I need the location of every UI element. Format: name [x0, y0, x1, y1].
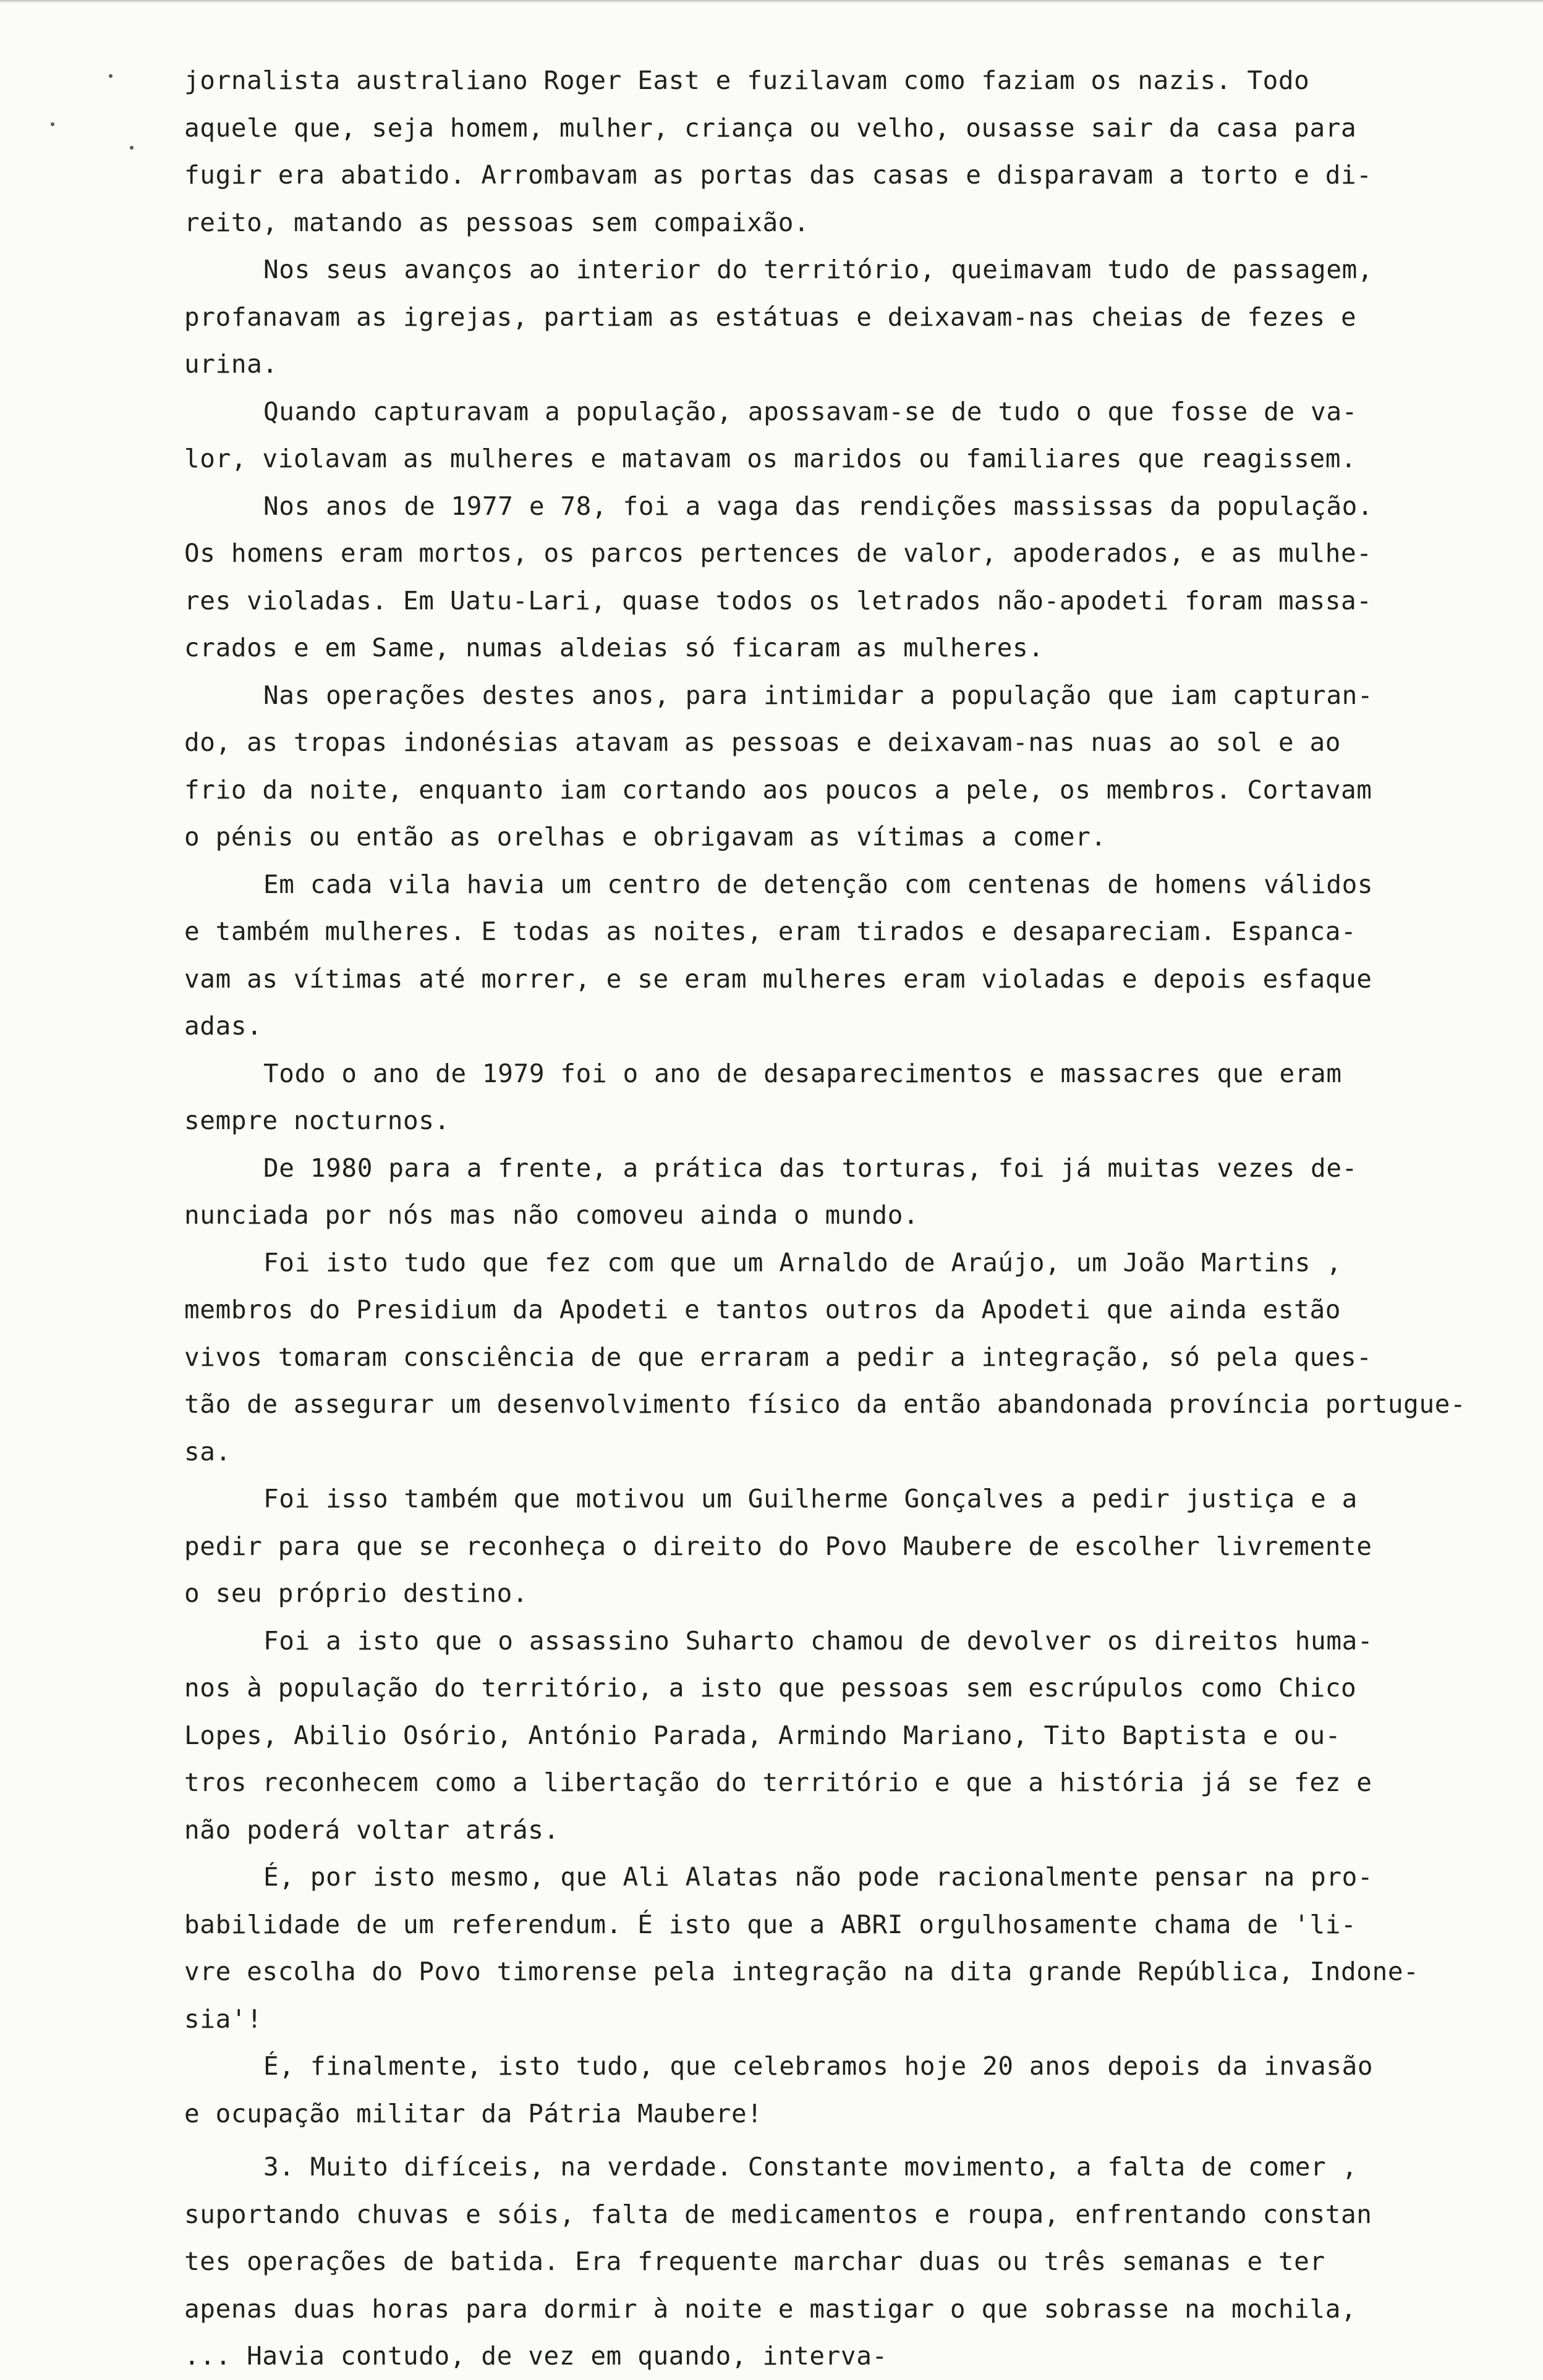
- text-line: suportando chuvas e sóis, falta de medicamentos e roupa, enfrentando constan: [184, 2199, 1372, 2229]
- text-line: profanavam as igrejas, partiam as estátuas e deixavam-nas cheias de fezes e: [184, 302, 1357, 332]
- text-line: fugir era abatido. Arrombavam as portas das casas e disparavam a torto e di-: [184, 160, 1372, 190]
- text-line: jornalista australiano Roger East e fuzilavam como faziam os nazis. Todo: [184, 66, 1310, 95]
- text-line: res violadas. Em Uatu-Lari, quase todos os letrados não-apodeti foram massa-: [184, 585, 1372, 616]
- document-body: [184, 57, 1466, 2380]
- paragraph: [184, 1853, 1453, 2043]
- scan-speck: [109, 74, 113, 78]
- text-line: Os homens eram mortos, os parcos pertences de valor, apoderados, e as mulhe-: [184, 538, 1372, 568]
- text-line: adas.: [184, 1011, 263, 1041]
- text-line: sempre nocturnos.: [184, 1106, 450, 1135]
- paragraph: [184, 1145, 1453, 1239]
- text-line: urina.: [184, 349, 278, 379]
- text-line: É, finalmente, isto tudo, que celebramos hoje 20 anos depois da invasão: [263, 2051, 1374, 2081]
- paragraph: [184, 1475, 1453, 1617]
- paragraph: [184, 483, 1453, 672]
- paragraph: [184, 2043, 1453, 2137]
- text-line: Em cada vila havia um centro de detenção com centenas de homens válidos: [263, 869, 1374, 899]
- text-line: tão de assegurar um desenvolvimento físico da então abandonada província portugue-: [184, 1389, 1466, 1419]
- text-line: Nas operações destes anos, para intimidar a população que iam capturan-: [263, 680, 1374, 710]
- text-line: aquele que, seja homem, mulher, criança ou velho, ousasse sair da casa para: [184, 112, 1357, 143]
- text-line: do, as tropas indonésias atavam as pessoas e deixavam-nas nuas ao sol e ao: [184, 727, 1341, 757]
- text-line: sia'!: [184, 2004, 263, 2034]
- text-line: e ocupação militar da Pátria Maubere!: [184, 2098, 763, 2128]
- paragraph: [184, 672, 1453, 861]
- paragraph: [184, 1617, 1453, 1854]
- text-line: o seu próprio destino.: [184, 1578, 529, 1608]
- text-line: Foi isso também que motivou um Guilherme Gonçalves a pedir justiça e a: [263, 1484, 1358, 1514]
- text-line: Todo o ano de 1979 foi o ano de desaparecimentos e massacres que eram: [263, 1058, 1342, 1088]
- text-line: lor, violavam as mulheres e matavam os maridos ou familiares que reagissem.: [184, 444, 1357, 473]
- text-line: babilidade de um referendum. É isto que a ABRI orgulhosamente chama de 'li-: [184, 1909, 1357, 1939]
- paragraph: [184, 1050, 1453, 1145]
- scan-speck: [130, 146, 134, 150]
- text-line: sa.: [184, 1436, 231, 1467]
- text-line: e também mulheres. E todas as noites, eram tirados e desapareciam. Espanca-: [184, 917, 1357, 946]
- paragraph: [184, 388, 1453, 483]
- text-line: tros reconhecem como a libertação do território e que a história já se fez e: [184, 1768, 1372, 1797]
- scan-speck: [51, 122, 54, 126]
- paragraph: [184, 2143, 1453, 2380]
- text-line: vam as vítimas até morrer, e se eram mulheres eram violadas e depois esfaque: [184, 963, 1372, 994]
- text-line: frio da noite, enquanto iam cortando aos poucos a pele, os membros. Cortavam: [184, 774, 1372, 805]
- text-line: Foi isto tudo que fez com que um Arnaldo de Araújo, um João Martins ,: [263, 1247, 1342, 1277]
- text-line: Lopes, Abilio Osório, António Parada, Armindo Mariano, Tito Baptista e ou-: [184, 1720, 1341, 1750]
- scan-top-edge: [0, 0, 1543, 3]
- text-line: reito, matando as pessoas sem compaixão.: [184, 207, 810, 237]
- paragraph: [184, 1239, 1466, 1476]
- text-line: tes operações de batida. Era frequente marchar duas ou três semanas e ter: [184, 2247, 1325, 2276]
- paragraph: [184, 57, 1453, 246]
- text-line: nunciada por nós mas não comoveu ainda o mundo.: [184, 1200, 919, 1230]
- text-line: o pénis ou então as orelhas e obrigavam as vítimas a comer.: [184, 822, 1107, 852]
- text-line: vivos tomaram consciência de que erraram a pedir a integração, só pela ques-: [184, 1342, 1372, 1372]
- text-line: apenas duas horas para dormir à noite e mastigar o que sobrasse na mochila,: [184, 2293, 1357, 2324]
- paragraph: [184, 861, 1453, 1050]
- text-line: Foi a isto que o assassino Suharto chamou de devolver os direitos huma-: [263, 1625, 1374, 1656]
- paragraph-gap: [184, 2137, 1453, 2143]
- text-line: É, por isto mesmo, que Ali Alatas não pode racionalmente pensar na pro-: [263, 1862, 1374, 1892]
- text-line: Quando capturavam a população, apossavam-se de tudo o que fosse de va-: [263, 396, 1358, 426]
- text-line: Nos anos de 1977 e 78, foi a vaga das rendições massissas da população.: [263, 491, 1374, 521]
- text-line: nos à população do território, a isto que pessoas sem escrúpulos como Chico: [184, 1673, 1357, 1703]
- paragraph: [184, 246, 1453, 388]
- text-line: não poderá voltar atrás.: [184, 1815, 559, 1845]
- text-line: vre escolha do Povo timorense pela integração na dita grande República, Indone-: [184, 1957, 1419, 1986]
- text-line: ... Havia contudo, de vez em quando, interva-: [184, 2341, 888, 2371]
- text-line: crados e em Same, numas aldeias só ficaram as mulheres.: [184, 633, 1044, 663]
- text-line: De 1980 para a frente, a prática das torturas, foi já muitas vezes de-: [263, 1153, 1358, 1183]
- text-line: Nos seus avanços ao interior do território, queimavam tudo de passagem,: [263, 255, 1374, 284]
- text-line: pedir para que se reconheça o direito do Povo Maubere de escolher livremente: [184, 1531, 1372, 1561]
- text-line: membros do Presidium da Apodeti e tantos outros da Apodeti que ainda estão: [184, 1295, 1341, 1324]
- text-line: 3. Muito difíceis, na verdade. Constante movimento, a falta de comer ,: [263, 2152, 1358, 2182]
